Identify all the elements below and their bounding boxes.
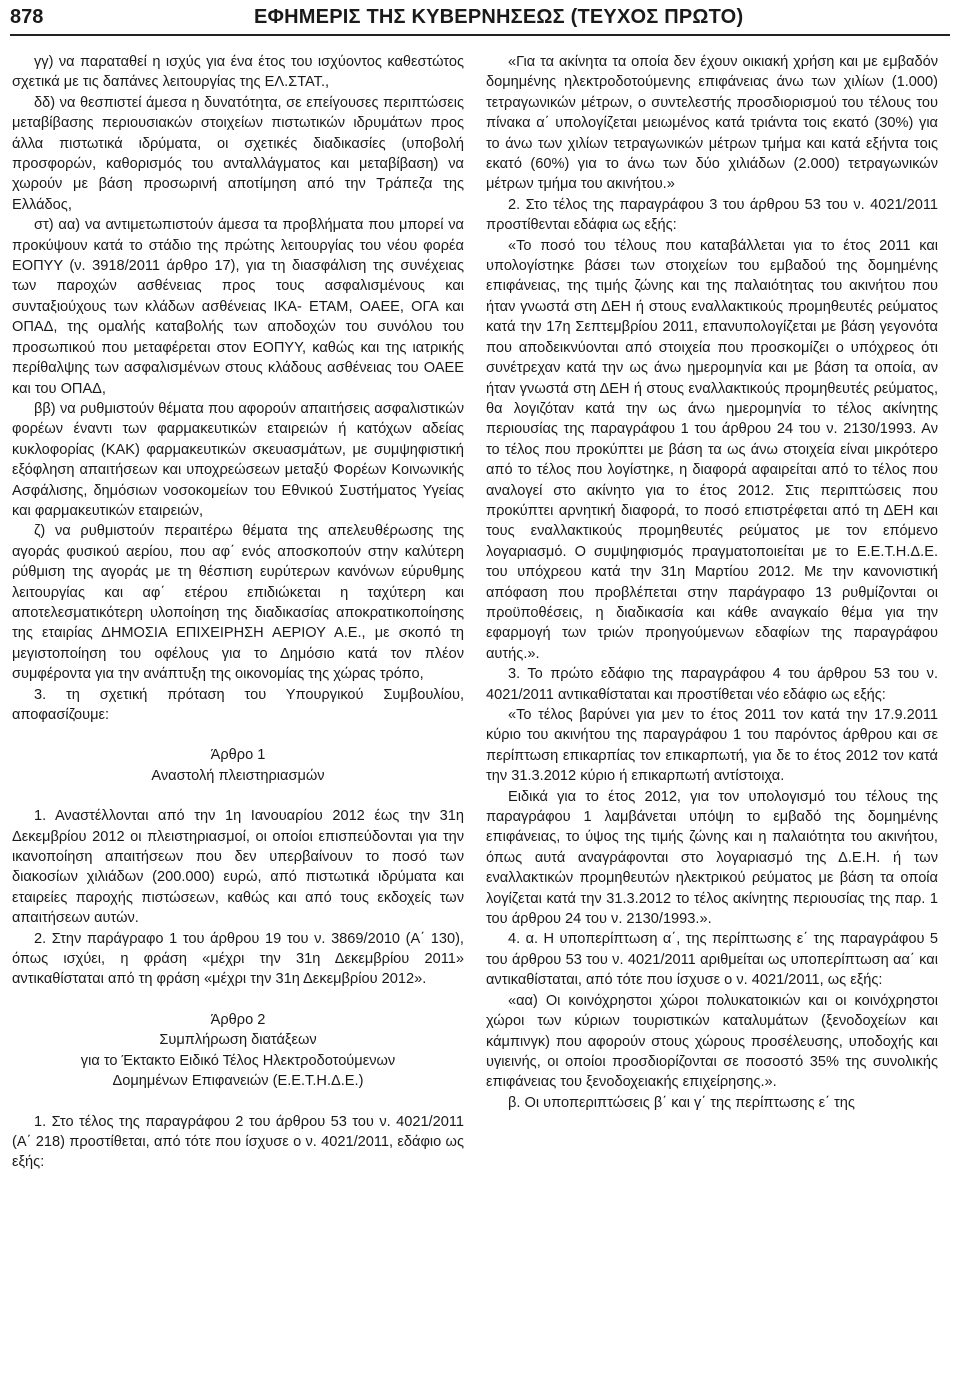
paragraph-4b: β. Οι υποπεριπτώσεις β΄ και γ΄ της περίπτωσης ε΄ της <box>508 1094 855 1111</box>
article-1-paragraph-2: 2. Στην παράγραφο 1 του άρθρου 19 του ν. 3869/2010 (Α΄ 130), όπως ισχύει, η φράση «μέχρι την 31η Δεκεμβρίου 2011» αντικαθίσταται από τη φράση «μέχρι την 31η Δεκεμβρίου 2012». <box>12 930 464 988</box>
paragraph-4a: 4. α. Η υποπερίπτωση α΄, της περίπτωσης ε΄ της παραγράφου 5 του άρθρου 53 του ν. 4021/2011 αριθμείται ως υποπερίπτωση αα΄ και αντικαθίσταται, από τότε που ίσχυσε ο ν. 4021/2011, ως εξής: <box>486 931 938 989</box>
gazette-title: ΕΦΗΜΕΡΙΣ ΤΗΣ ΚΥΒΕΡΝΗΣΕΩΣ (ΤΕΥΧΟΣ ΠΡΩΤΟ) <box>254 5 744 28</box>
article-2-title-line-2: για το Έκτακτο Ειδικό Τέλος Ηλεκτροδοτούμενων <box>80 1052 396 1069</box>
page-number: 878 <box>10 5 44 28</box>
article-1-title: Αναστολή πλειστηριασμών <box>151 767 325 784</box>
article-1-paragraph-1: 1. Αναστέλλονται από την 1η Ιανουαρίου 2012 έως την 31η Δεκεμβρίου 2012 οι πλειστηριασμοί, οι οποίοι επισπεύδονται για την ικανοποίηση απαιτήσεων που δεν υπερβαίνουν το ποσό των διακοσίων χιλιάδων (200.000) ευρώ, από πιστωτικά ιδρύματα και εταιρείες παροχής πιστώσεων, καθώς και από τους εκδοχείς των απαιτήσεων αυτών. <box>12 808 464 927</box>
paragraph-dd: δδ) να θεσπιστεί άμεσα η δυνατότητα, σε επείγουσες περιπτώσεις μεταβίβασης περιουσιακών στοιχείων πιστωτικών ιδρυμάτων προς άλλα πιστωτικά ιδρύματα, οι σχετικές διαδικασίες (υποβολή προσφορών, καθορισμός του ανταλλάγματος και μεταβίβαση) να χωρούν με βάση προσωρινή αποτίμηση από την Τράπεζα της Ελλάδος, <box>12 94 464 213</box>
paragraph-special-2012: Ειδικά για το έτος 2012, για τον υπολογισμό του τέλους της παραγράφου 1 λαμβάνεται υπόψη το εμβαδό της δομημένης επιφάνειας, το ύψος της τιμής ζώνης και η παλαιότητα του ακινήτου, όπως αυτά αναγράφονται στο λογαριασμό της Δ.Ε.Η. ή των εναλλακτικών προμηθευτών ηλεκτρικού ρεύματος με βάση τα οποία λογίζεται κατά την 31.3.2012 το τέλος ακίνητης περιουσίας της παρ. 1 του άρθρου 24 του ν. 2130/1993.». <box>486 788 938 928</box>
paragraph-bb: ββ) να ρυθμιστούν θέματα που αφορούν απαιτήσεις ασφαλιστικών φορέων έναντι των φαρμακευτικών εταιρειών ή κατόχων αδείας κυκλοφορίας (ΚΑΚ) φαρμακευτικών σκευασμάτων, με συμψηφιστική εξόφληση απαιτήσεων και υποχρεώσεων μεταξύ Φορέων Κοινωνικής Ασφάλισης, δημόσιων νοσοκομείων του Εθνικού Συστήματος Υγείας και φαρμακευτικών εταιρειών, <box>12 400 464 519</box>
paragraph-st-aa: στ) αα) να αντιμετωπιστούν άμεσα τα προβλήματα που μπορεί να προκύψουν κατά το στάδιο της πρώτης λειτουργίας του νέου φορέα ΕΟΠΥΥ (ν. 3918/2011 άρθρο 17), για τη διασφάλιση της συνέχειας των παροχών ασθένειας προς τους ασφαλισμένους και συνταξιούχους των κλάδων ασθένειας ΙΚΑ- ΕΤΑΜ, ΟΑΕΕ, ΟΓΑ και ΟΠΑΔ, της ομαλής καταβολής των αποδοχών του συνόλου του προσωπικού που μεταφέρεται στον ΕΟΠΥΥ, καθώς και της ιατρικής περίθαλψης των ασφαλισμένων στους κλάδους ασθένειας του ΟΑΕΕ και του ΟΠΑΔ, <box>12 217 464 397</box>
quoted-paragraph-2: «Το ποσό του τέλους που καταβάλλεται για το έτος 2011 και υπολογίστηκε βάσει των στοιχείων του εμβαδού της δομημένης επιφάνειας, της τιμής ζώνης και της παλαιότητας του ακινήτου που ήταν γνωστά στη ΔΕΗ ή στους εναλλακτικούς προμηθευτές ρεύματος κατά την 17η Σεπτεμβρίου 2011, επανυπολογίζεται με βάση γεγονότα που αποδεικνύονται από στοιχεία που προσκομίζει ο υπόχρεος ότι συνέτρεχαν κατά την ως άνω ημερομηνία και με βάση τα οποία, αν ήταν γνωστά στη ΔΕΗ ή στους εναλλακτικούς προμηθευτές ρεύματος, θα λογιζόταν κατά την ως άνω ημερομηνία το τέλος ακίνητης περιουσίας της παραγράφου 1 του άρθρου 24 του ν. 2130/1993. Αν το τέλος που προκύπτει με βάση τα ως άνω στοιχεία είναι μικρότερο από το τέλος που λογίστηκε, η διαφορά αφαιρείται από το τέλος που αναλογεί στο ακίνητο για το έτος 2012. Στις περιπτώσεις που προκύπτει αρνητική διαφορά, το ποσό επιστρέφεται από τη ΔΕΗ και τους εναλλακτικούς προμηθευτές ρεύματος με τον επόμενο λογαριασμό. Ο συμψηφισμός πραγματοποιείται με το Ε.Ε.Τ.Η.Δ.Ε. του υπόχρεου κατά την 31η Μαρτίου 2012. Με την κανονιστική απόφαση που προβλέπεται στην παράγραφο 13 ρυθμίζονται οι προϋποθέσεις, η διαδικασία και κάθε αναγκαίο θέμα για την εφαρμογή των τριών προηγούμενων εδαφίων της παραγράφου αυτής.». <box>486 237 938 662</box>
paragraph-z: ζ) να ρυθμιστούν περαιτέρω θέματα της απελευθέρωσης της αγοράς φυσικού αερίου, που αφ΄ ενός αποσκοπούν στην καλύτερη ρύθμιση της αγοράς με τη θέσπιση ευρύτερων κανόνων εύρυθμης λειτουργίας και αφ΄ ετέρου επιδιώκεται η ταχύτερη και αποτελεσματικότερη υλοποίηση της διαδικασίας αποκρατικοποίησης της εταιρίας ΔΗΜΟΣΙΑ ΕΠΙΧΕΙΡΗΣΗ ΑΕΡΙΟΥ Α.Ε., με σκοπό τη μεγιστοποίηση του οφέλους για το Δημόσιο κατά τον πλέον συμφέροντα για την ανάπτυξη της οικονομίας της χώρας τρόπο, <box>12 523 464 683</box>
paragraph-2: 2. Στο τέλος της παραγράφου 3 του άρθρου 53 του ν. 4021/2011 προστίθενται εδάφια ως εξής: <box>486 196 938 234</box>
article-2-heading: Άρθρο 2 <box>210 1011 266 1028</box>
quoted-paragraph-3: «Το τέλος βαρύνει για μεν το έτος 2011 τον κατά την 17.9.2011 κύριο του ακινήτου της παραγράφου 1 του παρόντος άρθρου και σε περίπτωση επικαρπίας τον επικαρπωτή, για δε το έτος 2012 τον κατά την 31.3.2012 κύριο ή επικαρπωτή αντίστοιχα. <box>486 707 938 785</box>
quoted-paragraph-aa: «αα) Οι κοινόχρηστοι χώροι πολυκατοικιών και οι κοινόχρηστοι χώροι των κύριων τουριστικών καταλυμάτων (ξενοδοχείων και κάμπινγκ) που αφορούν στους χώρους προσέλευσης, υποδοχής και υγιεινής, οι οποίοι προσδιορίζονται σε ποσοστό 35% της συνολικής επιφάνειας του ξενοδοχειακής επιχείρησης.». <box>486 992 938 1091</box>
article-2-paragraph-1: 1. Στο τέλος της παραγράφου 2 του άρθρου 53 του ν. 4021/2011 (Α΄ 218) προστίθεται, από τότε που ίσχυσε ο ν. 4021/2011, εδάφιο ως εξής: <box>12 1113 464 1171</box>
page-header <box>10 0 950 36</box>
paragraph-3: 3. τη σχετική πρόταση του Υπουργικού Συμβουλίου, αποφασίζουμε: <box>12 686 464 723</box>
left-column <box>12 52 464 1173</box>
article-1-heading: Άρθρο 1 <box>210 747 266 764</box>
article-2-title-line-1: Συμπλήρωση διατάξεων <box>159 1032 317 1049</box>
article-2-title-line-3: Δομημένων Επιφανειών (Ε.Ε.Τ.Η.Δ.Ε.) <box>112 1073 364 1090</box>
quoted-paragraph-1: «Για τα ακίνητα τα οποία δεν έχουν οικιακή χρήση και με εμβαδόν δομημένης ηλεκτροδοτούμενης επιφάνειας άνω των χιλίων (1.000) τετραγωνικών μέτρων, ο συντελεστής προσδιορισμού του τέλους του πίνακα α΄ υπολογίζεται μειωμένος κατά τριάντα τοις εκατό (30%) για το άνω των χιλίων τετραγωνικών μέτρων τμήμα και κατά εξήντα τοις εκατό (60%) για το άνω των δύο χιλιάδων (2.000) τετραγωνικών μέτρων τμήμα του ακινήτου.» <box>486 54 938 193</box>
paragraph-3: 3. Το πρώτο εδάφιο της παραγράφου 4 του άρθρου 53 του ν. 4021/2011 αντικαθίσταται και προστίθεται νέο εδάφιο ως εξής: <box>486 666 938 703</box>
right-column <box>486 52 938 1113</box>
paragraph-gg: γγ) να παραταθεί η ισχύς για ένα έτος του ισχύοντος καθεστώτος σχετικά με τις δαπάνες λειτουργίας της ΕΛ.ΣΤΑΤ., <box>12 54 464 91</box>
